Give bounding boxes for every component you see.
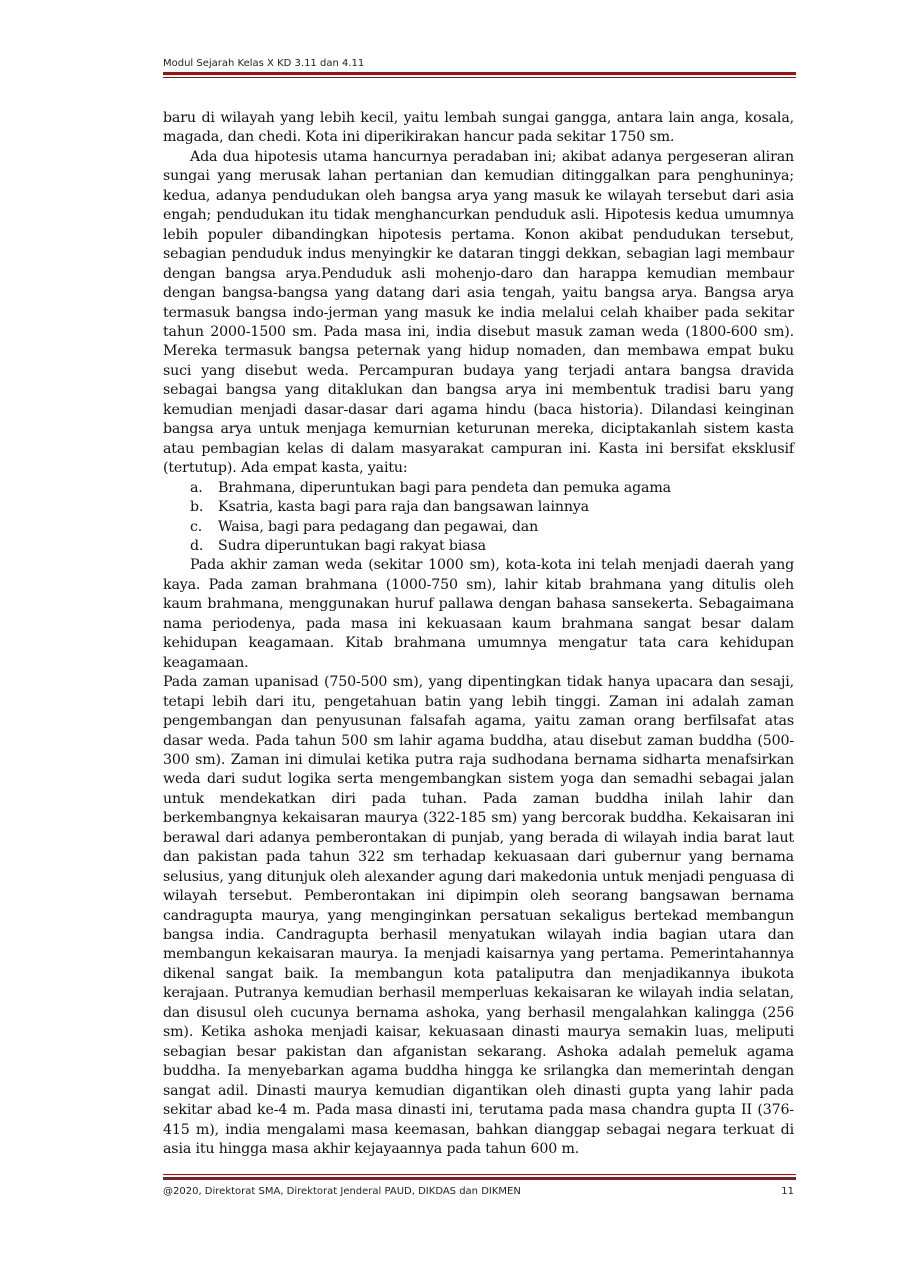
paragraph-brahmana: Pada akhir zaman weda (sekitar 1000 sm), kota-kota ini telah menjadi daerah yang kaya. Pada zaman brahmana (1000-750 sm), lahir kitab brahmana yang ditulis oleh kaum brahmana, menggunakan huruf pallawa dengan bahasa sansekerta. Sebagaimana nama periodenya, pada masa ini kekuasaan kaum brahmana sangat besar dalam kehidupan keagamaan. Kitab brahmana umumnya mengatur tata cara kehidupan keagamaan. xyxy=(163,557,794,671)
list-marker: a. xyxy=(190,479,203,496)
page-footer xyxy=(163,1186,794,1197)
list-marker: c. xyxy=(190,518,203,535)
footer-rule-thin xyxy=(163,1174,796,1175)
paragraph-continuation: baru di wilayah yang lebih kecil, yaitu lembah sungai gangga, antara lain anga, kosala, magada, dan chedi. Kota ini diperikirakan hancur pada sekitar 1750 sm. xyxy=(163,110,794,146)
list-item-text: Waisa, bagi para pedagang dan pegawai, dan xyxy=(218,518,539,535)
list-item xyxy=(163,537,794,556)
list-item-text: Sudra diperuntukan bagi rakyat biasa xyxy=(218,537,486,554)
list-item xyxy=(163,479,794,498)
header-rule-thick xyxy=(163,72,796,75)
list-item-text: Ksatria, kasta bagi para raja dan bangsawan lainnya xyxy=(218,499,589,516)
footer-copyright: @2020, Direktorat SMA, Direktorat Jenderal PAUD, DIKDAS dan DIKMEN xyxy=(163,1186,521,1197)
list-item xyxy=(163,518,794,537)
list-marker: b. xyxy=(190,499,204,516)
body-text xyxy=(163,109,794,1159)
header-rule-thin xyxy=(163,77,796,78)
paragraph-hypotheses: Ada dua hipotesis utama hancurnya peradaban ini; akibat adanya pergeseran aliran sungai yang merusak lahan pertanian dan kemudian ditinggalkan para penghuninya; kedua, adanya pendudukan oleh bangsa arya yang masuk ke wilayah tersebut dari asia engah; pendudukan itu tidak menghancurkan penduduk asli. Hipotesis kedua umumnya lebih populer dibandingkan hipotesis pertama. Konon akibat pendudukan tersebut, sebagian penduduk indus menyingkir ke dataran tinggi dekkan, sebagian lagi membaur dengan bangsa arya.Penduduk asli mohenjo-daro dan harappa kemudian membaur dengan bangsa-bangsa yang datang dari asia tengah, yaitu bangsa arya. Bangsa arya termasuk bangsa indo-jerman yang masuk ke india melalui celah khaiber pada sekitar tahun 2000-1500 sm. Pada masa ini, india disebut masuk zaman weda (1800-600 sm). Mereka termasuk bangsa peternak yang hidup nomaden, dan membawa empat buku suci yang disebut weda. Percampuran budaya yang terjadi antara bangsa dravida sebagai bangsa yang ditaklukan dan bangsa arya ini membentuk tradisi baru yang kemudian menjadi dasar-dasar dari agama hindu (baca historia). Dilandasi keinginan bangsa arya untuk menjaga kemurnian keturunan mereka, diciptakanlah sistem kasta atau pembagian kelas di dalam masyarakat campuran ini. Kasta ini bersifat eksklusif (tertutup). Ada empat kasta, yaitu: xyxy=(163,148,794,477)
footer-rule-thick xyxy=(163,1177,796,1180)
list-item xyxy=(163,498,794,517)
running-header: Modul Sejarah Kelas X KD 3.11 dan 4.11 xyxy=(163,58,365,69)
list-item-text: Brahmana, diperuntukan bagi para pendeta dan pemuka agama xyxy=(218,479,671,496)
paragraph-upanisad: Pada zaman upanisad (750-500 sm), yang dipentingkan tidak hanya upacara dan sesaji, tetapi lebih dari itu, pengetahuan batin yang lebih tinggi. Zaman ini adalah zaman pengembangan dan penyusunan falsafah agama, yaitu zaman orang berfilsafat atas dasar weda. Pada tahun 500 sm lahir agama buddha, atau disebut zaman buddha (500-300 sm). Zaman ini dimulai ketika putra raja sudhodana bernama sidharta menafsirkan weda dari sudut logika serta mengembangkan sistem yoga dan semadhi sebagai jalan untuk mendekatkan diri pada tuhan. Pada zaman buddha inilah lahir dan berkembangnya kekaisaran maurya (322-185 sm) yang bercorak buddha. Kekaisaran ini berawal dari adanya pemberontakan di punjab, yang berada di wilayah india barat laut dan pakistan pada tahun 322 sm terhadap kekuasaan dari gubernur yang bernama selusius, yang ditunjuk oleh alexander agung dari makedonia untuk menjadi penguasa di wilayah tersebut. Pemberontakan ini dipimpin oleh seorang bangsawan bernama candragupta maurya, yang menginginkan persatuan sekaligus bertekad membangun bangsa india. Candragupta berhasil menyatukan wilayah india bagian utara dan membangun kekaisaran maurya. Ia menjadi kaisarnya yang pertama. Pemerintahannya dikenal sangat baik. Ia membangun kota pataliputra dan menjadikannya ibukota kerajaan. Putranya kemudian berhasil memperluas kekaisaran ke wilayah india selatan, dan disusul oleh cucunya bernama ashoka, yang berhasil mengalahkan kalingga (256 sm). Ketika ashoka menjadi kaisar, kekuasaan dinasti maurya semakin luas, meliputi sebagian besar pakistan dan afganistan sekarang. Ashoka adalah pemeluk agama buddha. Ia menyebarkan agama buddha hingga ke srilangka dan memerintah dengan sangat adil. Dinasti maurya kemudian digantikan oleh dinasti gupta yang lahir pada sekitar abad ke-4 m. Pada masa dinasti ini, terutama pada masa chandra gupta II (376-415 m), india mengalami masa keemasan, bahkan dianggap sebagai negara terkuat di asia itu hingga masa akhir kejayaannya pada tahun 600 m. xyxy=(163,674,794,1158)
list-marker: d. xyxy=(190,537,204,554)
page-number: 11 xyxy=(781,1186,794,1197)
caste-list xyxy=(163,479,794,557)
